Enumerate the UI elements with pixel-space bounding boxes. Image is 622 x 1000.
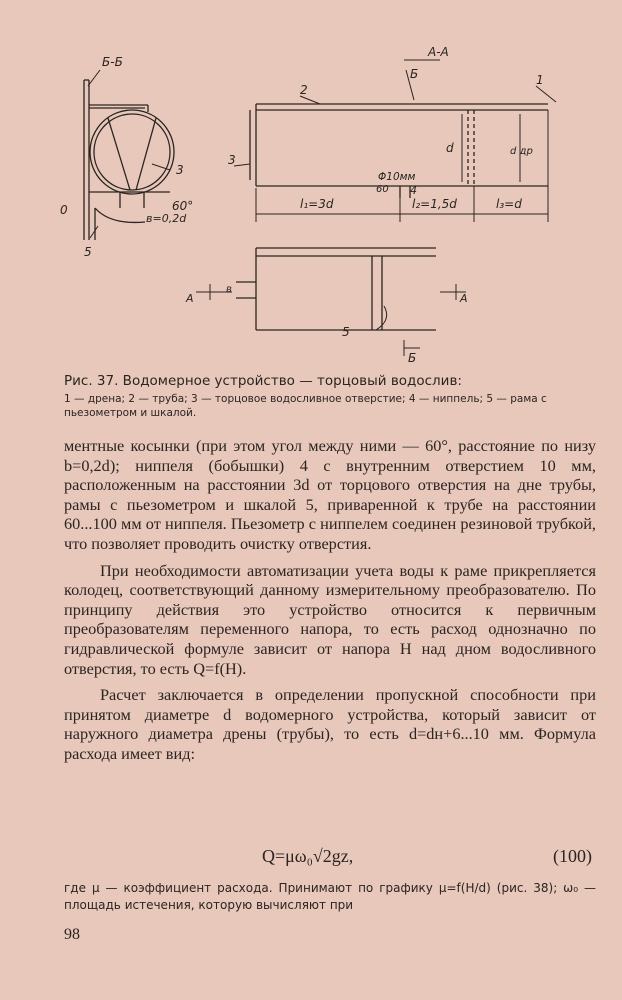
label-a-left: А: [186, 292, 194, 305]
part-2-label: 2: [300, 83, 308, 97]
caption-legend: 1 — дрена; 2 — труба; 3 — торцовое водосливное отверстие; 4 — ниппель; 5 — рама с пьезометром и шкалой.: [64, 393, 547, 419]
part-1-label: 1: [536, 73, 544, 87]
formula-number: (100): [553, 846, 592, 866]
pipe-circle: [90, 110, 174, 194]
part-3-left-label: 3: [176, 163, 184, 177]
part-3-right-label: 3: [228, 153, 236, 167]
figure-caption: [64, 372, 600, 420]
label-b-top: Б: [410, 67, 419, 81]
section-aa-label: А-А: [428, 45, 449, 59]
angle-label: 60°: [172, 199, 194, 213]
formula-expression: Q=μω₀√2gz,: [262, 846, 354, 866]
dim-60-label: 60: [376, 184, 389, 195]
page-number: 98: [64, 926, 80, 943]
dim-d-label: d: [446, 141, 454, 155]
dim-b-label: в=0,2d: [146, 212, 187, 225]
technical-drawing: [0, 30, 622, 370]
paragraph-2: При необходимости автоматизации учета воды к раме прикрепляется колодец, соответствующий данному измерительному преобразователю. По принципу действия это устройство относится к первичным преобразователям переменного напора, то есть расход однозначно по гидравлической формуле зависит от напора H над дном водосливного отверстия, то есть Q=f(H).: [64, 560, 596, 678]
dim-b-small-label: в: [226, 284, 232, 295]
formula-100: [64, 846, 596, 870]
caption-title: Рис. 37. Водомерное устройство — торцовый водослив:: [64, 373, 462, 389]
paragraph-1: ментные косынки (при этом угол между ними — 60°, расстояние по низу b=0,2d); ниппеля (бобышки) 4 с внутренним отверстием 10 мм, расположенным на расстоянии 3d от торцового отверстия на дне трубы, рамы с пьезометром и шкалой 5, приваренной к трубе на расстоянии 60...100 мм от ниппеля. Пьезометр с ниппелем соединен резиновой трубкой, что позволяет проводить очистку отверстия.: [64, 436, 596, 553]
dim-l3-label: l₃=d: [496, 197, 522, 211]
formula-explanation: где μ — коэффициент расхода. Принимают по графику μ=f(H/d) (рис. 38); ω₀ — площадь истечения, которую вычисляют при: [64, 881, 596, 912]
part-4-label: 4: [410, 184, 417, 197]
zero-label: 0: [60, 203, 68, 217]
figure-37: [0, 30, 622, 370]
paragraph-3: Расчет заключается в определении пропускной способности при принятом диаметре d водомерного устройства, который зависит от наружного диаметра дрены (трубы), то есть d=dн+6...10 мм. Формула расхода имеет вид:: [64, 685, 596, 763]
part-5-bottom-label: 5: [342, 325, 350, 339]
dim-hole-label: Φ10мм: [378, 171, 416, 183]
dim-l2-label: l₂=1,5d: [412, 197, 457, 211]
part-5-left-label: 5: [84, 245, 92, 259]
body-text: [64, 436, 596, 764]
dim-ddr-label: d др: [510, 146, 533, 157]
dim-l1-label: l₁=3d: [300, 197, 334, 211]
label-b-bottom: Б: [408, 351, 417, 365]
label-a-right: А: [460, 292, 468, 305]
section-bb-label: Б-Б: [102, 55, 123, 69]
